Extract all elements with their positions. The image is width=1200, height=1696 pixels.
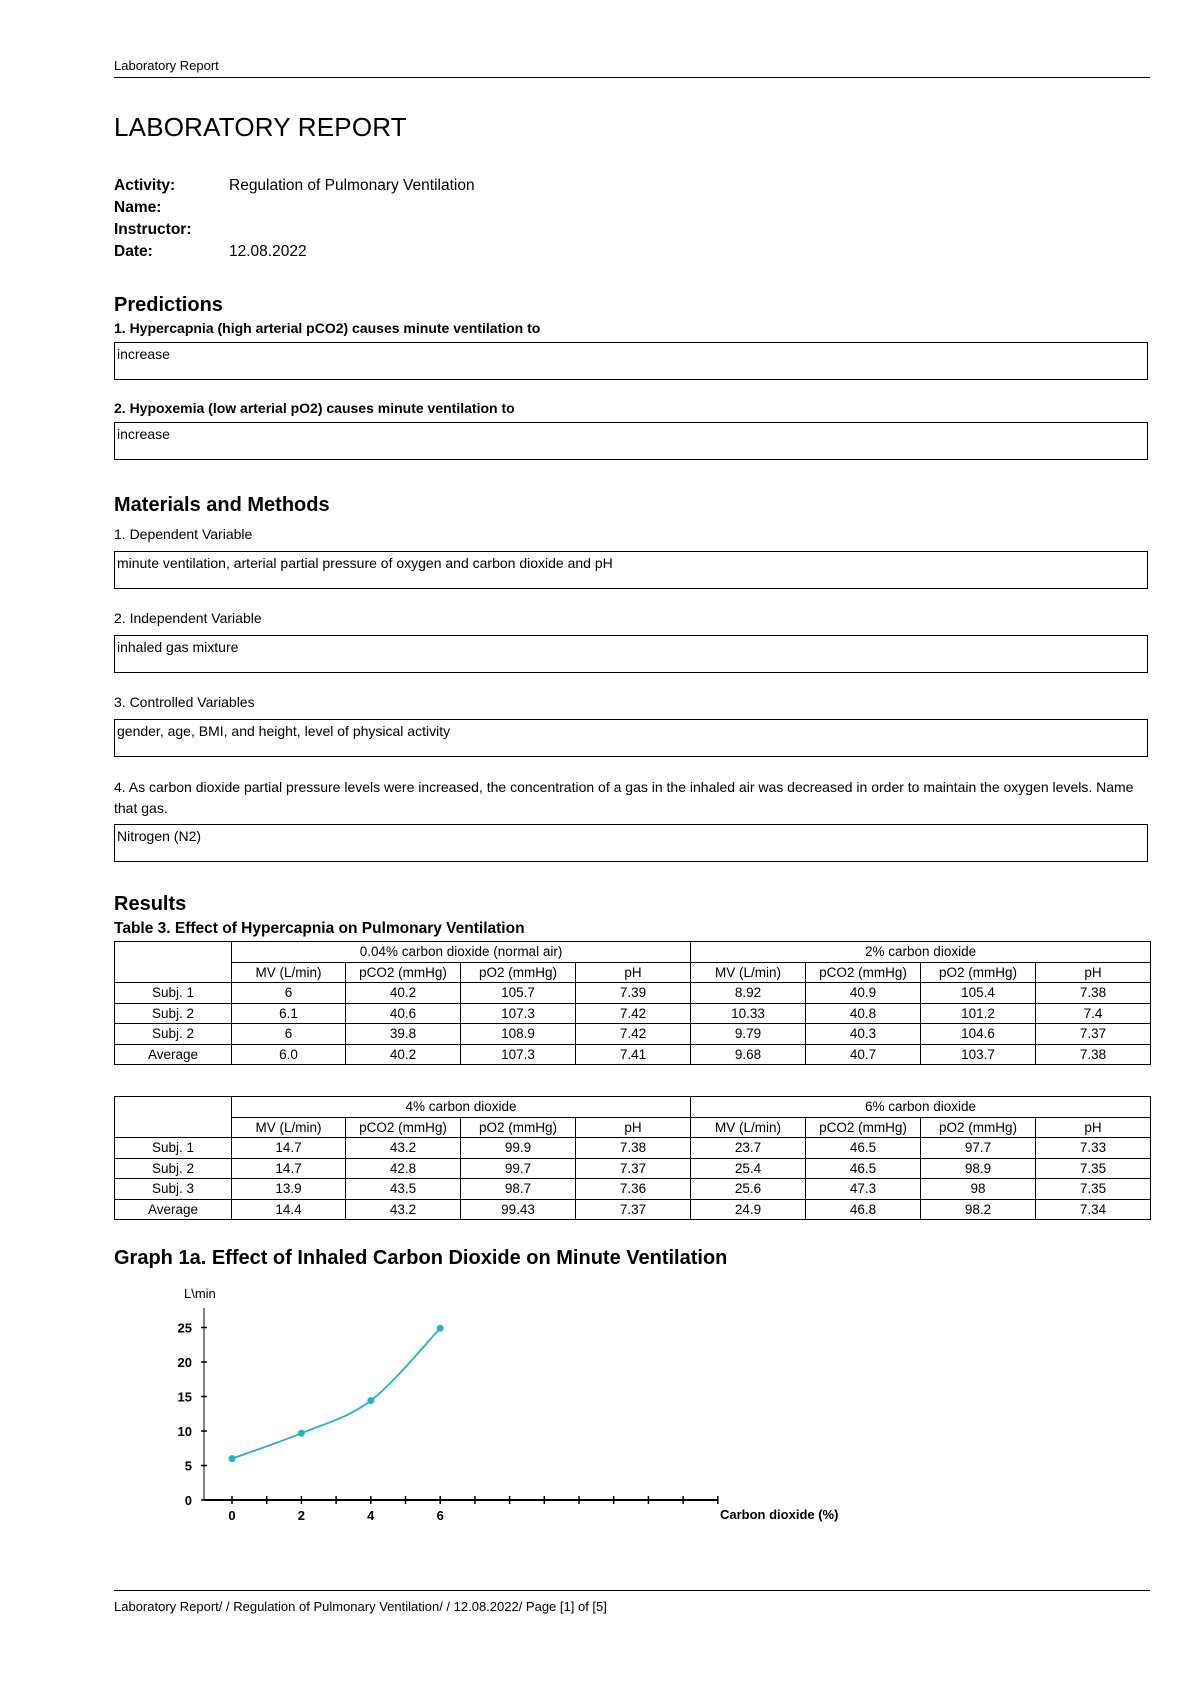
table-row	[115, 983, 1151, 1004]
data-point	[367, 1397, 374, 1404]
table-group-header: 2% carbon dioxide	[691, 942, 1151, 963]
table-cell: 40.7	[806, 1044, 921, 1065]
table-cell: 40.2	[346, 1044, 461, 1065]
row-label: Subj. 3	[115, 1179, 232, 1200]
column-header: pO2 (mmHg)	[921, 962, 1036, 983]
table-cell: 7.38	[1036, 1044, 1151, 1065]
table-row	[115, 1199, 1151, 1220]
table-row	[115, 1003, 1151, 1024]
table-cell: 7.35	[1036, 1179, 1151, 1200]
results-table-2	[114, 1096, 1151, 1220]
table-row	[115, 1158, 1151, 1179]
table-cell: 13.9	[232, 1179, 346, 1200]
table-cell: 6	[232, 1024, 346, 1045]
prediction-question-2: 2. Hypoxemia (low arterial pO2) causes minute ventilation to	[114, 400, 515, 416]
prediction-answer-1[interactable]: increase	[114, 342, 1148, 380]
meta-label-activity: Activity:	[114, 177, 176, 194]
y-tick-label: 15	[177, 1389, 192, 1405]
table-cell: 7.38	[1036, 983, 1151, 1004]
series-line	[232, 1328, 440, 1458]
table-cell: 108.9	[461, 1024, 576, 1045]
column-header: MV (L/min)	[232, 1117, 346, 1138]
column-header: pH	[1036, 962, 1151, 983]
table-cell: 43.2	[346, 1199, 461, 1220]
column-header: pO2 (mmHg)	[921, 1117, 1036, 1138]
table-cell: 107.3	[461, 1003, 576, 1024]
meta-label-date: Date:	[114, 243, 153, 260]
row-label: Subj. 2	[115, 1158, 232, 1179]
table-cell: 99.9	[461, 1138, 576, 1159]
row-label: Average	[115, 1044, 232, 1065]
data-point	[229, 1455, 236, 1462]
y-tick-label: 10	[177, 1424, 192, 1439]
y-axis-label: L\min	[184, 1286, 216, 1301]
running-footer: Laboratory Report/ / Regulation of Pulmonary Ventilation/ / 12.08.2022/ Page [1] of [5]	[114, 1599, 607, 1614]
table-cell: 104.6	[921, 1024, 1036, 1045]
table-cell: 6.0	[232, 1044, 346, 1065]
results-heading: Results	[114, 893, 187, 915]
table-row	[115, 1179, 1151, 1200]
prediction-question-1: 1. Hypercapnia (high arterial pCO2) causes minute ventilation to	[114, 320, 541, 336]
table-group-header: 4% carbon dioxide	[232, 1097, 691, 1118]
table-cell: 98.7	[461, 1179, 576, 1200]
meta-value-activity: Regulation of Pulmonary Ventilation	[229, 177, 475, 194]
table-group-header: 0.04% carbon dioxide (normal air)	[232, 942, 691, 963]
table-cell: 43.2	[346, 1138, 461, 1159]
x-axis-label: Carbon dioxide (%)	[720, 1507, 839, 1522]
table-cell: 7.4	[1036, 1003, 1151, 1024]
table-row	[115, 1138, 1151, 1159]
table-cell: 6.1	[232, 1003, 346, 1024]
table-cell: 25.4	[691, 1158, 806, 1179]
table-cell: 9.79	[691, 1024, 806, 1045]
column-header: pCO2 (mmHg)	[806, 1117, 921, 1138]
methods-heading: Materials and Methods	[114, 494, 330, 516]
x-tick-label: 0	[228, 1508, 236, 1523]
table-cell: 40.9	[806, 983, 921, 1004]
table-cell: 14.7	[232, 1158, 346, 1179]
x-tick-label: 4	[367, 1508, 375, 1523]
table-cell: 40.3	[806, 1024, 921, 1045]
methods-answer-1[interactable]: minute ventilation, arterial partial pressure of oxygen and carbon dioxide and pH	[114, 551, 1148, 589]
column-header: pCO2 (mmHg)	[346, 962, 461, 983]
footer-rule	[114, 1590, 1150, 1591]
table-cell: 7.39	[576, 983, 691, 1004]
y-tick-label: 0	[184, 1493, 192, 1508]
column-header: pO2 (mmHg)	[461, 1117, 576, 1138]
table-cell: 7.42	[576, 1003, 691, 1024]
row-label: Subj. 1	[115, 1138, 232, 1159]
row-label: Average	[115, 1199, 232, 1220]
table-cell: 7.37	[576, 1199, 691, 1220]
meta-label-instructor: Instructor:	[114, 221, 192, 238]
column-header: pH	[1036, 1117, 1151, 1138]
table-cell: 7.36	[576, 1179, 691, 1200]
table-cell: 14.4	[232, 1199, 346, 1220]
methods-answer-4[interactable]: Nitrogen (N2)	[114, 824, 1148, 862]
table-cell: 7.42	[576, 1024, 691, 1045]
table-cell: 7.37	[576, 1158, 691, 1179]
table-cell: 46.5	[806, 1158, 921, 1179]
table-cell: 40.2	[346, 983, 461, 1004]
column-header: MV (L/min)	[691, 1117, 806, 1138]
table-cell: 7.37	[1036, 1024, 1151, 1045]
table-cell: 7.35	[1036, 1158, 1151, 1179]
data-point	[437, 1325, 444, 1332]
table-cell: 7.34	[1036, 1199, 1151, 1220]
table-cell: 98.2	[921, 1199, 1036, 1220]
table-cell: 98	[921, 1179, 1036, 1200]
table-caption: Table 3. Effect of Hypercapnia on Pulmonary Ventilation	[114, 920, 525, 937]
table-cell: 46.8	[806, 1199, 921, 1220]
table-corner	[115, 942, 232, 983]
methods-question-1: 1. Dependent Variable	[114, 526, 253, 542]
table-cell: 105.7	[461, 983, 576, 1004]
table-cell: 23.7	[691, 1138, 806, 1159]
graph-title: Graph 1a. Effect of Inhaled Carbon Dioxide on Minute Ventilation	[114, 1247, 728, 1269]
table-cell: 24.9	[691, 1199, 806, 1220]
methods-answer-3[interactable]: gender, age, BMI, and height, level of physical activity	[114, 719, 1148, 757]
table-cell: 99.43	[461, 1199, 576, 1220]
table-cell: 14.7	[232, 1138, 346, 1159]
table-row	[115, 1044, 1151, 1065]
table-cell: 97.7	[921, 1138, 1036, 1159]
table-cell: 7.33	[1036, 1138, 1151, 1159]
column-header: pO2 (mmHg)	[461, 962, 576, 983]
page-title: LABORATORY REPORT	[114, 112, 407, 142]
table-cell: 43.5	[346, 1179, 461, 1200]
running-header: Laboratory Report	[114, 58, 219, 73]
table-cell: 105.4	[921, 983, 1036, 1004]
table-cell: 25.6	[691, 1179, 806, 1200]
y-tick-label: 5	[184, 1458, 192, 1474]
table-cell: 107.3	[461, 1044, 576, 1065]
table-cell: 40.8	[806, 1003, 921, 1024]
table-cell: 47.3	[806, 1179, 921, 1200]
x-tick-label: 2	[297, 1508, 306, 1523]
meta-value-date: 12.08.2022	[229, 243, 307, 260]
methods-question-2: 2. Independent Variable	[114, 610, 262, 626]
table-cell: 9.68	[691, 1044, 806, 1065]
table-group-header: 6% carbon dioxide	[691, 1097, 1151, 1118]
row-label: Subj. 1	[115, 983, 232, 1004]
y-tick-label: 25	[177, 1320, 192, 1336]
methods-answer-2[interactable]: inhaled gas mixture	[114, 635, 1148, 673]
column-header: pCO2 (mmHg)	[806, 962, 921, 983]
table-cell: 6	[232, 983, 346, 1004]
prediction-answer-2[interactable]: increase	[114, 422, 1148, 460]
table-cell: 46.5	[806, 1138, 921, 1159]
data-point	[298, 1430, 305, 1437]
table-cell: 101.2	[921, 1003, 1036, 1024]
table-cell: 8.92	[691, 983, 806, 1004]
column-header: MV (L/min)	[691, 962, 806, 983]
row-label: Subj. 2	[115, 1003, 232, 1024]
table-corner	[115, 1097, 232, 1138]
table-cell: 7.38	[576, 1138, 691, 1159]
table-cell: 103.7	[921, 1044, 1036, 1065]
x-tick-label: 6	[436, 1508, 444, 1523]
methods-question-3: 3. Controlled Variables	[114, 694, 255, 710]
table-cell: 39.8	[346, 1024, 461, 1045]
column-header: MV (L/min)	[232, 962, 346, 983]
table-cell: 42.8	[346, 1158, 461, 1179]
table-cell: 98.9	[921, 1158, 1036, 1179]
header-rule	[114, 77, 1150, 78]
table-cell: 99.7	[461, 1158, 576, 1179]
row-label: Subj. 2	[115, 1024, 232, 1045]
meta-label-name: Name:	[114, 199, 162, 216]
y-tick-label: 20	[177, 1355, 192, 1370]
predictions-heading: Predictions	[114, 294, 223, 316]
table-cell: 10.33	[691, 1003, 806, 1024]
column-header: pCO2 (mmHg)	[346, 1117, 461, 1138]
column-header: pH	[576, 962, 691, 983]
results-table-1	[114, 941, 1151, 1065]
line-chart	[0, 1270, 900, 1530]
table-cell: 7.41	[576, 1044, 691, 1065]
table-row	[115, 1024, 1151, 1045]
methods-question-4: 4. As carbon dioxide partial pressure levels were increased, the concentration of a gas in the inhaled air was decreased in order to maintain the oxygen levels. Name that gas.	[114, 779, 1134, 816]
column-header: pH	[576, 1117, 691, 1138]
table-cell: 40.6	[346, 1003, 461, 1024]
